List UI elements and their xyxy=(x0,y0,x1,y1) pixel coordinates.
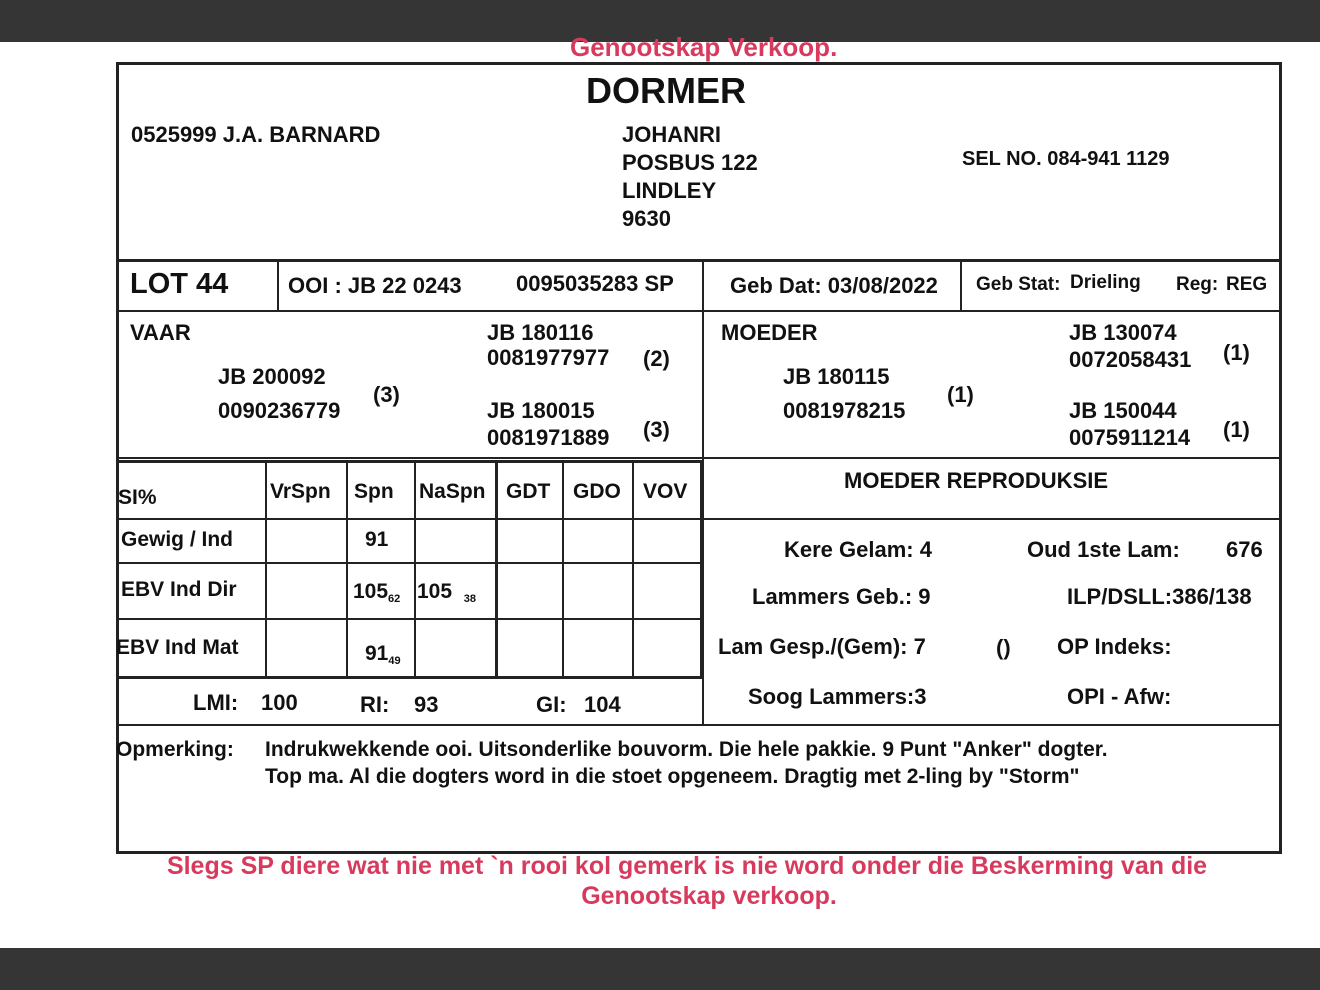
first-lamb-age: 676 xyxy=(1226,537,1263,562)
ilp-dsll: ILP/DSLL:386/138 xyxy=(1067,584,1252,609)
ri-label: RI: xyxy=(360,692,390,717)
footer-notice: Genootskap verkoop. xyxy=(581,882,837,910)
dam-label: MOEDER xyxy=(721,320,818,345)
lambs-born: Lammers Geb.: 9 xyxy=(752,584,931,609)
phone-number: SEL NO. 084-941 1129 xyxy=(962,148,1170,170)
dam-dam-id: JB 150044 xyxy=(1069,398,1177,423)
dam-no: 0081978215 xyxy=(783,398,906,423)
column-header: GDO xyxy=(573,480,621,503)
dam-dam-grade: (1) xyxy=(1223,417,1250,442)
breeder-name: 0525999 J.A. BARNARD xyxy=(131,122,381,147)
dam-dam-no: 0075911214 xyxy=(1069,425,1191,450)
lambs-weaned-paren: () xyxy=(996,635,1011,660)
column-header: VrSpn xyxy=(270,480,331,503)
sire-dam-grade: (3) xyxy=(643,417,670,442)
sire-no: 0090236779 xyxy=(218,398,341,423)
column-header: NaSpn xyxy=(419,480,486,503)
divider xyxy=(700,460,703,677)
birth-status-label: Geb Stat: xyxy=(976,274,1061,295)
sire-label: VAAR xyxy=(130,320,191,345)
remark-line: Top ma. Al die dogters word in die stoet opgeneem. Dragtig met 2-ling by "Storm" xyxy=(265,765,1080,788)
sire-sire-id: JB 180116 xyxy=(487,320,594,345)
divider xyxy=(116,562,704,564)
lot-number: LOT 44 xyxy=(130,268,229,300)
table-cell: $105_{62}$ xyxy=(353,580,401,605)
table-cell: 91 xyxy=(365,528,389,551)
row-label: EBV Ind Dir xyxy=(121,578,237,601)
table-cell: 105 $_{38}$ xyxy=(417,580,476,605)
column-header: GDT xyxy=(506,480,551,503)
dam-grade: (1) xyxy=(947,382,974,407)
address-line: JOHANRI xyxy=(622,122,722,147)
sire-dam-id: JB 180015 xyxy=(487,398,595,423)
divider xyxy=(265,460,267,677)
reg-label: Reg: xyxy=(1176,274,1219,295)
reproduction-title: MOEDER REPRODUKSIE xyxy=(844,468,1109,493)
table-cell: $91_{49}$ xyxy=(365,642,401,667)
dam-id: JB 180115 xyxy=(783,364,890,389)
divider xyxy=(277,260,279,311)
divider xyxy=(116,460,704,463)
ri-value: 93 xyxy=(414,692,439,717)
dam-sire-grade: (1) xyxy=(1223,340,1250,365)
address-line: 9630 xyxy=(622,206,671,231)
divider xyxy=(562,460,564,677)
times-lambed: Kere Gelam: 4 xyxy=(784,537,932,562)
divider xyxy=(960,260,962,311)
sire-id: JB 200092 xyxy=(218,364,326,389)
dam-sire-id: JB 130074 xyxy=(1069,320,1177,345)
lmi-label: LMI: xyxy=(193,690,239,715)
footer-notice: Slegs SP diere wat nie met `n rooi kol gemerk is nie word onder die Beskerming van die xyxy=(166,852,1208,880)
op-index: OP Indeks: xyxy=(1057,634,1172,659)
gi-value: 104 xyxy=(584,692,621,717)
dam-sire-no: 0072058431 xyxy=(1069,347,1192,372)
divider xyxy=(495,460,498,677)
column-header: Spn xyxy=(354,480,394,503)
sire-dam-no: 0081971889 xyxy=(487,425,610,450)
divider xyxy=(116,310,1279,312)
divider xyxy=(116,618,704,620)
sire-sire-grade: (2) xyxy=(643,346,670,371)
divider xyxy=(414,460,416,677)
divider xyxy=(116,259,1279,262)
ewe-id: OOI : JB 22 0243 xyxy=(288,273,462,298)
row-label: EBV Ind Mat xyxy=(116,636,239,659)
sire-grade: (3) xyxy=(373,382,400,407)
divider xyxy=(346,460,348,677)
divider xyxy=(704,518,1279,520)
birth-date: Geb Dat: 03/08/2022 xyxy=(730,273,938,298)
lambs-weaned: Lam Gesp./(Gem): 7 xyxy=(718,634,926,659)
divider xyxy=(116,457,1279,459)
si-corner-label: SI% xyxy=(118,486,157,509)
birth-status: Drieling xyxy=(1070,272,1141,293)
sire-sire-no: 0081977977 xyxy=(487,345,610,370)
divider xyxy=(116,724,1279,726)
lambs-suckled: Soog Lammers:3 xyxy=(748,684,927,709)
lmi-value: 100 xyxy=(261,690,298,715)
opi-deviation: OPI - Afw: xyxy=(1067,684,1172,709)
divider xyxy=(116,676,704,679)
divider xyxy=(116,518,704,520)
address-line: POSBUS 122 xyxy=(622,150,758,175)
divider xyxy=(632,460,634,677)
bottom-bar xyxy=(0,948,1320,990)
remark-label: Opmerking: xyxy=(116,738,234,761)
first-lamb-age-label: Oud 1ste Lam: xyxy=(1027,537,1180,562)
address-line: LINDLEY xyxy=(622,178,717,203)
row-label: Gewig / Ind xyxy=(121,528,234,551)
column-header: VOV xyxy=(643,480,688,503)
remark-line: Indrukwekkende ooi. Uitsonderlike bouvorm. Die hele pakkie. 9 Punt "Anker" dogter. xyxy=(265,738,1108,761)
ewe-register-no: 0095035283 SP xyxy=(516,271,674,296)
gi-label: GI: xyxy=(536,692,567,717)
reg-value: REG xyxy=(1226,274,1268,295)
top-banner-fragment: Genootskap Verkoop. xyxy=(570,36,838,62)
breed-title: DORMER xyxy=(586,70,746,111)
